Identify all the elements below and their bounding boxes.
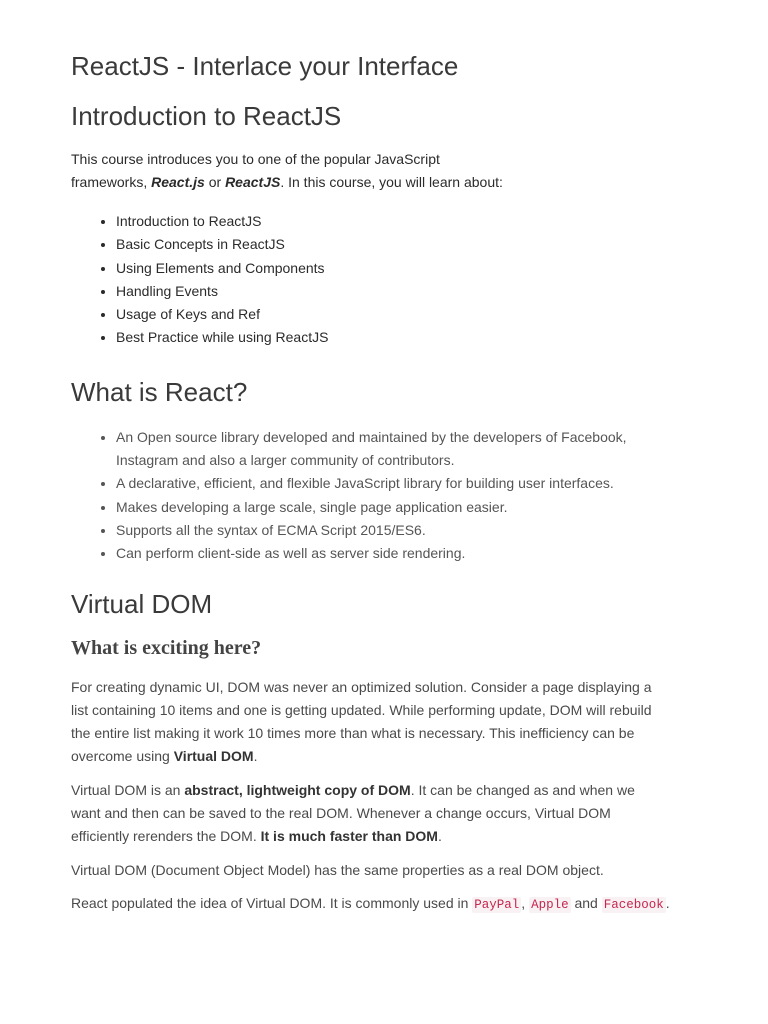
code-facebook: Facebook bbox=[603, 897, 664, 912]
subheading-exciting: What is exciting here? bbox=[71, 636, 262, 659]
list-item: • A declarative, efficient, and flexible JavaScript library for building user interfaces. bbox=[116, 472, 698, 495]
intro-paragraph bbox=[71, 148, 698, 194]
intro-or: or bbox=[204, 174, 226, 190]
intro-text-1: This course introduces you to one of the popular JavaScript bbox=[71, 151, 440, 167]
list-item: • Makes developing a large scale, single page application easier. bbox=[116, 496, 698, 519]
vdom-paragraph-2: Virtual DOM is an abstract, lightweight copy of DOM. It can be changed as and when we want and then can be saved to the real DOM. Whenever a change occurs, Virtual DOM efficiently rerenders the DOM. It is much faster than DOM. bbox=[71, 781, 635, 845]
list-item: • Can perform client-side as well as server side rendering. bbox=[116, 542, 698, 565]
heading-what-is-react: What is React? bbox=[71, 376, 248, 407]
list-item: • An Open source library developed and maintained by the developers of Facebook, Instagram and also a larger community of contributors. bbox=[116, 426, 698, 473]
intro-text-2: frameworks, bbox=[71, 174, 152, 190]
code-apple: Apple bbox=[531, 897, 569, 912]
emphasis-reactjs-dot: React.js bbox=[151, 174, 205, 190]
bold-faster: It is much faster than DOM bbox=[260, 828, 438, 845]
vdom-paragraph-4: React populated the idea of Virtual DOM. It is commonly used in PayPal , Apple and Facebook . bbox=[71, 894, 670, 912]
react-features-list bbox=[71, 426, 698, 566]
vdom-paragraph-3: Virtual DOM (Document Object Model) has the same properties as a real DOM object. bbox=[71, 861, 604, 878]
list-item: • Best Practice while using ReactJS bbox=[116, 326, 698, 349]
list-item: • Handling Events bbox=[116, 280, 698, 303]
bold-abstract-copy: abstract, lightweight copy of DOM bbox=[184, 781, 411, 798]
emphasis-reactjs: ReactJS bbox=[225, 174, 281, 190]
vdom-paragraph-1: For creating dynamic UI, DOM was never an optimized solution. Consider a page displaying a list containing 10 items and one is getting updated. While performing update, DOM will rebuild the entire list making it work 10 times more than what is necessary. This inefficiency can be overcome using Virtual DOM. bbox=[71, 678, 652, 765]
document-title: ReactJS - Interlace your Interface bbox=[71, 51, 459, 81]
course-topics-list bbox=[71, 210, 698, 350]
list-item: • Supports all the syntax of ECMA Script 2015/ES6. bbox=[116, 519, 698, 542]
heading-virtual-dom: Virtual DOM bbox=[71, 588, 213, 619]
list-item: • Usage of Keys and Ref bbox=[116, 303, 698, 326]
list-item: • Introduction to ReactJS bbox=[116, 210, 698, 233]
list-item: • Basic Concepts in ReactJS bbox=[116, 233, 698, 256]
bold-virtual-dom: Virtual DOM bbox=[173, 748, 254, 765]
list-item: • Using Elements and Components bbox=[116, 257, 698, 280]
intro-text-3: . In this course, you will learn about: bbox=[280, 174, 503, 190]
heading-introduction: Introduction to ReactJS bbox=[71, 101, 342, 131]
code-paypal: PayPal bbox=[474, 897, 520, 912]
